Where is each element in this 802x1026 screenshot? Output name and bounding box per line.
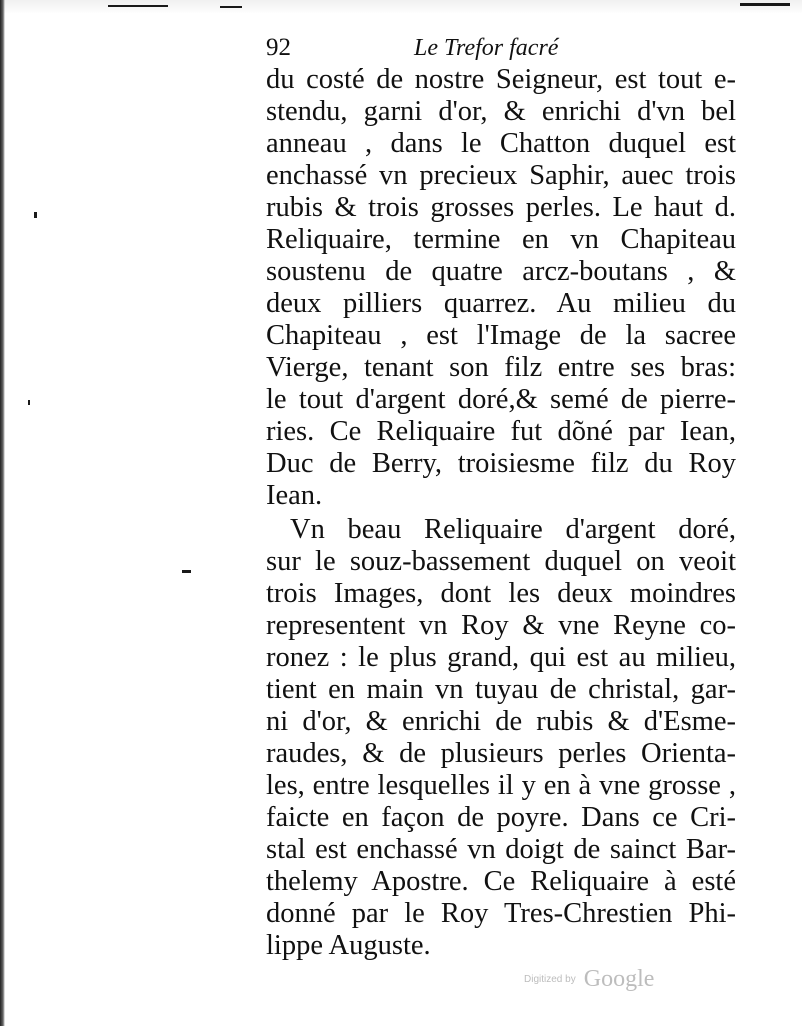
text-line: Vn beau Reliquaire d'argent doré, xyxy=(290,514,736,545)
text-line: sur le souz-bassement duquel on veoit xyxy=(266,546,736,577)
text-line: faicte en façon de poyre. Dans ce Cri- xyxy=(266,802,736,833)
text-line: Reliquaire, termine en vn Chapiteau xyxy=(266,224,736,255)
text-line: raudes, & de plusieurs perles Orienta- xyxy=(266,738,736,769)
scan-artifact xyxy=(34,212,37,218)
watermark-prefix: Digitized by xyxy=(524,974,576,985)
text-line: lippe Auguste. xyxy=(266,930,431,961)
text-line: Iean. xyxy=(266,480,323,511)
page-number: 92 xyxy=(266,34,291,61)
scan-artifact xyxy=(108,5,168,7)
scan-artifact xyxy=(28,400,30,405)
text-line: soustenu de quatre arcz-boutans , & xyxy=(266,256,736,287)
paragraph xyxy=(266,514,736,962)
text-line: stal est enchassé vn doigt de sainct Bar- xyxy=(266,834,736,865)
digitized-watermark xyxy=(524,966,654,1000)
body-text xyxy=(266,64,736,962)
scan-left-edge xyxy=(0,0,5,1026)
text-line: deux pilliers quarrez. Au milieu du xyxy=(266,288,736,319)
text-line: tient en main vn tuyau de christal, gar- xyxy=(266,674,736,705)
text-line: Duc de Berry, troisiesme filz du Roy xyxy=(266,448,736,479)
text-line: ronez : le plus grand, qui est au milieu, xyxy=(266,642,736,673)
text-line: Vierge, tenant son filz entre ses bras: xyxy=(266,352,736,383)
page-header xyxy=(266,30,686,66)
scan-artifact xyxy=(182,570,191,573)
text-line: Chapiteau , est l'Image de la sacree xyxy=(266,320,736,351)
text-line: ries. Ce Reliquaire fut dõné par Iean, xyxy=(266,416,736,447)
text-line: les, entre lesquelles il y en à vne grosse , xyxy=(266,770,736,801)
scan-artifact xyxy=(220,6,242,8)
scan-top-strip xyxy=(0,0,802,14)
text-line: thelemy Apostre. Ce Reliquaire à esté xyxy=(266,866,736,897)
scan-artifact xyxy=(740,3,790,6)
google-logo: Google xyxy=(583,966,655,992)
text-line: ni d'or, & enrichi de rubis & d'Esme- xyxy=(266,706,736,737)
text-line: le tout d'argent doré,& semé de pierre- xyxy=(266,384,736,415)
text-line: stendu, garni d'or, & enrichi d'vn bel xyxy=(266,96,736,127)
text-line: anneau , dans le Chatton duquel est xyxy=(266,128,736,159)
text-line: rubis & trois grosses perles. Le haut d. xyxy=(266,192,736,223)
text-line: trois Images, dont les deux moindres xyxy=(266,578,736,609)
text-line: enchassé vn precieux Saphir, auec trois xyxy=(266,160,736,191)
text-line: du costé de nostre Seigneur, est tout e- xyxy=(266,64,736,95)
text-line: representent vn Roy & vne Reyne co- xyxy=(266,610,736,641)
text-line: donné par le Roy Tres-Chrestien Phi- xyxy=(266,898,736,929)
paragraph xyxy=(266,64,736,512)
running-head: Le Trefor facré xyxy=(414,35,559,61)
